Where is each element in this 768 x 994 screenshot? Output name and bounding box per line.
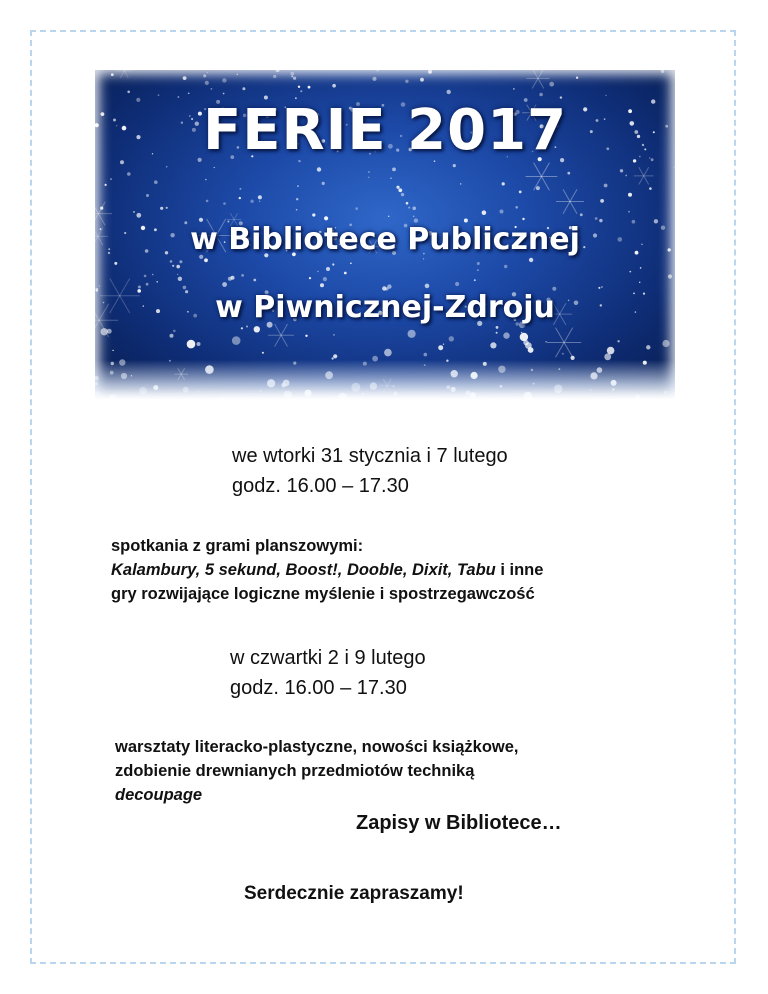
- snow-dot: [138, 286, 141, 289]
- snow-dot: [317, 167, 321, 171]
- snow-dot: [521, 332, 522, 333]
- snow-dot: [605, 95, 606, 96]
- snow-dot: [344, 272, 347, 275]
- snow-dot: [595, 217, 598, 220]
- snow-dot: [188, 93, 190, 95]
- snow-dot: [408, 207, 410, 209]
- snow-dot: [490, 342, 496, 348]
- snow-dot: [628, 211, 630, 213]
- snow-dot: [300, 90, 302, 92]
- snow-dot: [291, 76, 293, 78]
- snow-dot: [425, 284, 430, 289]
- snow-dot: [136, 213, 141, 218]
- snow-dot: [600, 199, 604, 203]
- snow-dot: [504, 265, 507, 268]
- workshops-line2: zdobienie drewnianych przedmiotów techniką: [115, 762, 475, 780]
- snow-dot: [640, 267, 642, 269]
- snow-dot: [112, 350, 113, 351]
- game-titles: Kalambury, 5 sekund, Boost!, Dooble, Dixit, Tabu: [111, 561, 496, 579]
- snow-dot: [460, 183, 462, 185]
- snow-dot: [549, 82, 554, 87]
- snow-dot: [406, 202, 409, 205]
- snow-dot: [110, 178, 111, 179]
- snow-dot: [262, 352, 264, 354]
- schedule-thursdays-days: w czwartki 2 i 9 lutego: [230, 647, 426, 669]
- snow-dot: [522, 218, 524, 220]
- snow-dot: [562, 353, 564, 355]
- snow-dot: [228, 277, 232, 281]
- snow-dot: [204, 258, 208, 262]
- snow-dot: [529, 258, 533, 262]
- snow-dot: [449, 336, 454, 341]
- snow-dot: [105, 184, 107, 186]
- snow-dot: [428, 70, 432, 74]
- snow-dot: [222, 282, 227, 287]
- snow-dot: [438, 345, 443, 350]
- snow-dot: [276, 70, 280, 72]
- snow-dot: [482, 210, 487, 215]
- snowflake-icon: [526, 163, 558, 191]
- snow-dot: [246, 326, 248, 328]
- snow-dot: [408, 330, 416, 338]
- snow-dot: [222, 78, 226, 82]
- snow-dot: [513, 88, 515, 90]
- board-games-intro: spotkania z grami planszowymi:: [111, 537, 364, 555]
- snow-dot: [607, 347, 615, 355]
- snow-dot: [170, 334, 174, 338]
- schedule-tuesdays-days: we wtorki 31 stycznia i 7 lutego: [232, 445, 508, 467]
- snow-dot: [539, 93, 543, 97]
- snowflake-icon: [547, 328, 581, 358]
- board-games-benefit: gry rozwijające logiczne myślenie i spostrzegawczość: [111, 585, 535, 603]
- game-titles-rest: i inne: [495, 561, 544, 579]
- snow-dot: [323, 277, 327, 281]
- snow-dot: [536, 186, 540, 190]
- snow-dot: [423, 258, 424, 259]
- snow-dot: [205, 81, 209, 85]
- banner-subtitle-town: w Piwnicznej-Zdroju: [215, 290, 555, 325]
- snow-dot: [628, 193, 632, 197]
- snow-dot: [401, 193, 404, 196]
- snowdrift: [95, 360, 675, 400]
- board-games-description: [111, 534, 543, 606]
- snow-dot: [350, 263, 352, 265]
- snow-dot: [176, 265, 180, 269]
- snow-dot: [183, 76, 187, 80]
- snow-dot: [625, 175, 627, 177]
- snow-dot: [629, 271, 631, 273]
- snow-dot: [661, 70, 664, 73]
- snow-dot: [166, 166, 168, 168]
- schedule-thursdays-hours: godz. 16.00 – 17.30: [230, 677, 407, 699]
- snow-dot: [668, 274, 672, 278]
- snowflake-icon: [556, 189, 584, 213]
- snow-dot: [520, 333, 528, 341]
- snow-dot: [146, 194, 149, 197]
- snow-dot: [305, 335, 307, 337]
- snow-dot: [515, 206, 518, 209]
- snow-dot: [146, 283, 149, 286]
- invitation-text: Serdecznie zapraszamy!: [244, 883, 464, 904]
- snow-dot: [376, 70, 379, 71]
- snow-dot: [398, 188, 402, 192]
- snow-dot: [500, 210, 504, 214]
- snowflake-icon: [117, 70, 133, 78]
- snow-dot: [412, 207, 416, 211]
- snow-dot: [223, 93, 225, 95]
- banner-subtitle-library: w Bibliotece Publicznej: [190, 222, 580, 257]
- snow-dot: [296, 209, 298, 211]
- snow-dot: [332, 84, 336, 88]
- snow-dot: [290, 72, 294, 76]
- snow-dot: [309, 277, 311, 279]
- snow-dot: [453, 164, 456, 167]
- snow-dot: [455, 282, 459, 286]
- snow-dot: [519, 191, 522, 194]
- snow-dot: [545, 341, 547, 343]
- snowflake-icon: [268, 324, 294, 347]
- snow-dot: [388, 216, 389, 217]
- snow-dot: [258, 195, 262, 199]
- snow-dot: [646, 345, 650, 349]
- snow-dot: [496, 332, 498, 334]
- snowflake-icon: [526, 70, 549, 89]
- snow-dot: [580, 213, 583, 216]
- snow-dot: [312, 213, 315, 216]
- snow-dot: [372, 77, 376, 81]
- snow-dot: [239, 197, 241, 199]
- snow-dot: [242, 87, 245, 90]
- snow-dot: [207, 72, 208, 73]
- snow-dot: [203, 74, 206, 77]
- snow-dot: [368, 171, 370, 173]
- snow-dot: [170, 260, 173, 263]
- snow-dot: [160, 207, 163, 210]
- snow-dot: [237, 74, 239, 76]
- snow-dot: [601, 286, 603, 288]
- snow-dot: [308, 86, 311, 89]
- snow-dot: [133, 211, 135, 213]
- snow-dot: [617, 340, 619, 342]
- snow-dot: [250, 200, 253, 203]
- snow-dot: [474, 279, 476, 281]
- signup-note: Zapisy w Bibliotece…: [356, 812, 562, 834]
- snow-dot: [297, 185, 298, 186]
- snow-dot: [525, 342, 532, 349]
- workshops-line1: warsztaty literacko-plastyczne, nowości książkowe,: [115, 738, 519, 756]
- snow-dot: [111, 73, 114, 76]
- snowflake-icon: [634, 167, 654, 184]
- snow-dot: [392, 168, 396, 172]
- snow-dot: [502, 182, 505, 185]
- snow-dot: [503, 332, 509, 338]
- snow-dot: [496, 326, 499, 329]
- snow-dot: [604, 184, 608, 188]
- workshops-description: [115, 735, 519, 807]
- snow-dot: [211, 88, 213, 90]
- snow-dot: [179, 260, 182, 263]
- snow-dot: [214, 167, 215, 168]
- snow-dot: [639, 282, 641, 284]
- snow-dot: [447, 90, 451, 94]
- snow-dot: [158, 94, 160, 96]
- snow-dot: [183, 286, 187, 290]
- snow-dot: [172, 265, 174, 267]
- snow-dot: [320, 283, 324, 287]
- snow-dot: [154, 180, 158, 184]
- snow-dot: [317, 271, 319, 273]
- snow-dot: [384, 349, 392, 357]
- snow-dot: [424, 353, 428, 357]
- snow-dot: [324, 216, 328, 220]
- snow-dot: [390, 178, 391, 179]
- banner-title: FERIE 2017: [202, 98, 568, 163]
- snow-dot: [322, 182, 325, 185]
- snow-dot: [144, 275, 147, 278]
- snow-dot: [187, 340, 196, 349]
- snow-dot: [326, 267, 330, 271]
- snow-dot: [241, 327, 243, 329]
- snow-dot: [368, 177, 370, 179]
- snow-dot: [405, 80, 408, 83]
- snow-dot: [253, 279, 256, 282]
- snow-dot: [662, 340, 669, 347]
- snow-dot: [127, 91, 130, 94]
- snow-dot: [355, 207, 358, 210]
- snow-dot: [396, 186, 399, 189]
- snow-dot: [443, 344, 444, 345]
- board-games-list: [111, 558, 543, 582]
- snow-dot: [649, 187, 652, 190]
- snow-dot: [156, 281, 158, 283]
- snow-dot: [239, 188, 241, 190]
- workshops-technique: decoupage: [115, 786, 203, 804]
- schedule-thursdays: [230, 643, 426, 703]
- snow-dot: [223, 202, 226, 205]
- schedule-tuesdays-hours: godz. 16.00 – 17.30: [232, 475, 409, 497]
- snow-dot: [332, 263, 334, 265]
- snow-dot: [241, 274, 244, 277]
- snow-dot: [152, 274, 154, 276]
- snow-dot: [254, 326, 260, 332]
- snow-dot: [298, 86, 300, 88]
- snow-dot: [114, 262, 117, 265]
- snow-dot: [177, 274, 178, 275]
- snow-dot: [273, 75, 276, 78]
- snow-dot: [576, 77, 578, 79]
- snow-dot: [259, 201, 260, 202]
- snow-dot: [620, 169, 623, 172]
- snow-dot: [232, 336, 241, 345]
- snow-dot: [567, 172, 570, 175]
- snow-dot: [333, 354, 337, 358]
- snow-dot: [166, 207, 168, 209]
- winter-banner: [95, 70, 675, 400]
- snow-dot: [206, 200, 209, 203]
- snow-dot: [413, 216, 414, 217]
- snow-dot: [598, 287, 600, 289]
- snow-dot: [293, 77, 296, 80]
- schedule-tuesdays: [232, 441, 508, 501]
- snow-dot: [420, 78, 424, 82]
- snow-dot: [197, 342, 201, 346]
- snow-dot: [127, 172, 131, 176]
- snow-dot: [296, 198, 298, 200]
- snow-dot: [99, 285, 100, 286]
- snow-dot: [477, 269, 479, 271]
- snow-dot: [173, 330, 176, 333]
- snow-dot: [178, 277, 182, 281]
- snow-dot: [205, 179, 207, 181]
- snow-dot: [333, 334, 335, 336]
- snow-dot: [674, 167, 675, 168]
- snow-dot: [477, 262, 480, 265]
